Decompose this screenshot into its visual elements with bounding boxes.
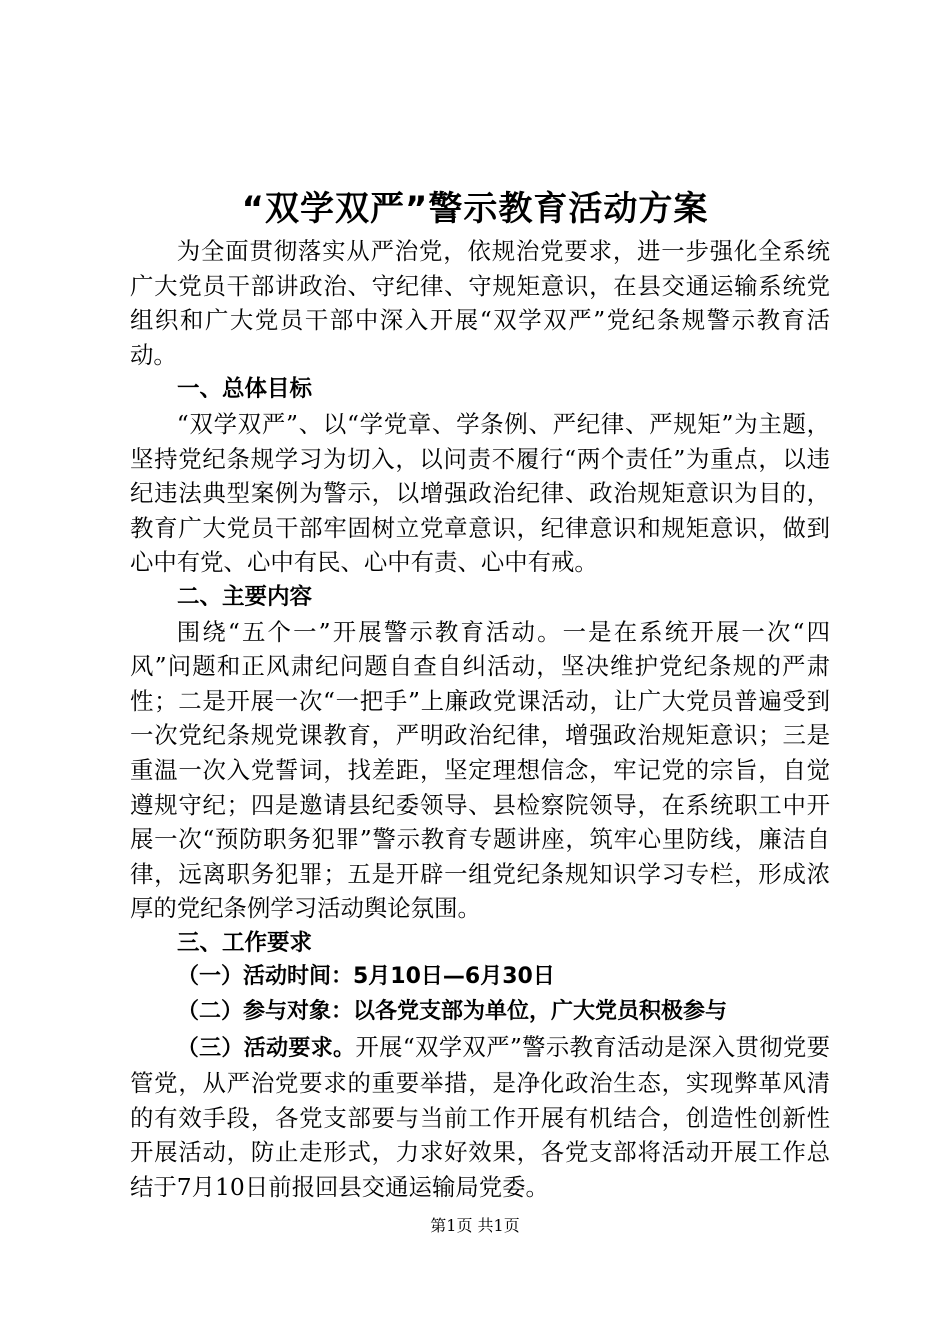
requirement-item-participants: （二）参与对象：以各党支部为单位，广大党员积极参与 bbox=[177, 999, 728, 1025]
section-heading-requirements: 三、工作要求 bbox=[177, 929, 313, 956]
section-text-content: 围绕“五个一”开展警示教育活动。一是在系统开展一次“四风”问题和正风肃纪问题自查自纠活动，坚决维护党纪条规的严肃性；二是开展一次“一把手”上廉政党课活动，让广大党员普遍受到一次党纪条规党课教育，严明政治纪律，增强政治规矩意识；三是重温一次入党誓词，找差距，坚定理想信念，牢记党的宗旨，自觉遵规守纪；四是邀请县纪委领导、县检察院领导，在系统职工中开展一次“预防职务犯罪”警示教育专题讲座，筑牢心里防线，廉洁自律，远离职务犯罪；五是开辟一组党纪条规知识学习专栏，形成浓厚的党纪条例学习活动舆论氛围。 bbox=[130, 617, 830, 923]
requirement-item-activity-lead: （三）活动要求。 bbox=[176, 1035, 356, 1061]
document-title: “双学双严”警示教育活动方案 bbox=[241, 189, 709, 229]
section-text-goals: “双学双严”、以“学党章、学条例、严纪律、严规矩”为主题，坚持党纪条规学习为切入，以问责不履行“两个责任”为重点，以违纪违法典型案例为警示，以增强政治纪律、政治规矩意识为目的，教育广大党员干部牢固树立党章意识，纪律意识和规矩意识，做到心中有党、心中有民、心中有责、心中有戒。 bbox=[130, 409, 830, 577]
intro-paragraph: 为全面贯彻落实从严治党，依规治党要求，进一步强化全系统广大党员干部讲政治、守纪律、守规矩意识，在县交通运输系统党组织和广大党员干部中深入开展“双学双严”党纪条规警示教育活动。 bbox=[130, 237, 830, 369]
page-footer: 第1页 共1页 bbox=[430, 1216, 520, 1235]
requirement-item-activity-text: 开展“双学双严”警示教育活动是深入贯彻党要管党，从严治党要求的重要举措，是净化政治生态，实现弊革风清的有效手段，各党支部要与当前工作开展有机结合，创造性创新性开展活动，防止走形式，力求好效果，各党支部将活动开展工作总结于7月10日前报回县交通运输局党委。 bbox=[130, 1032, 830, 1202]
requirement-item-activity bbox=[130, 1030, 830, 1205]
requirement-item-time: （一）活动时间：5月10日—6月30日 bbox=[177, 964, 555, 990]
section-heading-content: 二、主要内容 bbox=[177, 583, 313, 610]
document-body bbox=[130, 234, 830, 1205]
section-heading-goals: 一、总体目标 bbox=[177, 376, 313, 403]
